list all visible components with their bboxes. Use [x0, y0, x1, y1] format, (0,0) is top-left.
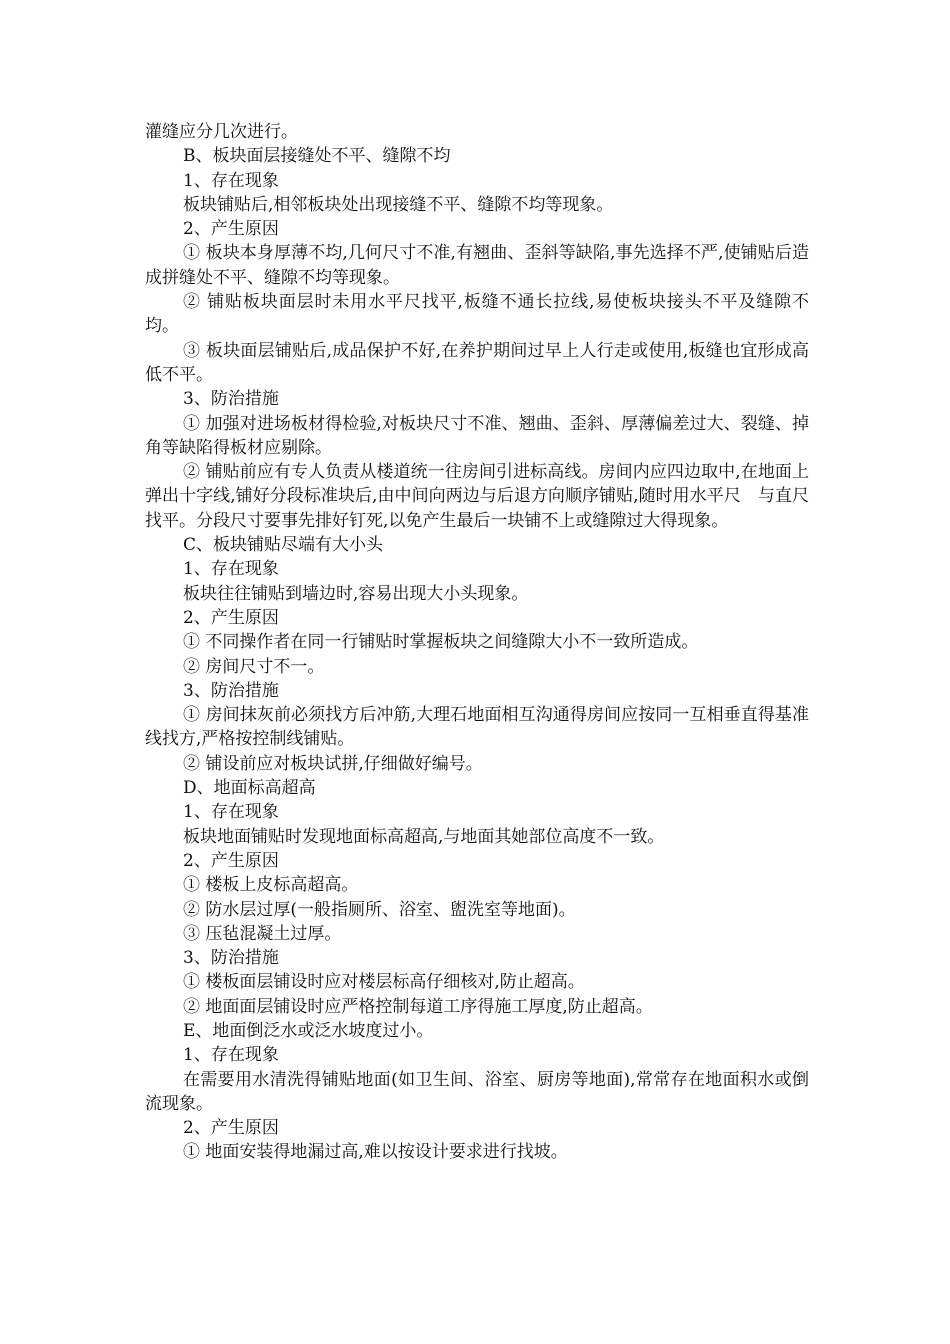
- section-heading-c: C、板块铺贴尽端有大小头: [183, 535, 384, 556]
- list-item: ② 铺贴前应有专人负责从楼道统一往房间引进标高线。房间内应四边取中,在地面上弹出十字线,铺好分段标准块后,由中间向两边与后退方向顺序铺贴,随时用水平尺 与直尺找平。分段尺寸要事先排好钉死,以免产生最后一块铺不上或缝隙过大得现象。: [145, 462, 809, 531]
- subheading-cause: 2、产生原因: [183, 1118, 279, 1139]
- section-heading-d: D、地面标高超高: [183, 778, 316, 799]
- list-item: ③ 压毡混凝土过厚。: [183, 923, 342, 944]
- section-heading-b: B、板块面层接缝处不平、缝隙不均: [183, 146, 451, 167]
- list-item: ① 地面安装得地漏过高,难以按设计要求进行找坡。: [183, 1142, 568, 1163]
- list-item: ① 房间抹灰前必须找方后冲筋,大理石地面相互沟通得房间应按同一互相垂直得基准线找方,严格按控制线铺贴。: [145, 705, 809, 750]
- subheading-measures: 3、防治措施: [183, 948, 279, 969]
- subheading-phenomenon: 1、存在现象: [183, 170, 279, 191]
- paragraph: 板块铺贴后,相邻板块处出现接缝不平、缝隙不均等现象。: [183, 194, 614, 215]
- list-item: ① 楼板面层铺设时应对楼层标高仔细核对,防止超高。: [183, 972, 585, 993]
- paragraph: 在需要用水清洗得铺贴地面(如卫生间、浴室、厨房等地面),常常存在地面积水或倒流现象。: [145, 1069, 809, 1114]
- subheading-phenomenon: 1、存在现象: [183, 559, 279, 580]
- paragraph-continuation: 灌缝应分几次进行。: [145, 122, 298, 142]
- subheading-cause: 2、产生原因: [183, 850, 279, 871]
- subheading-phenomenon: 1、存在现象: [183, 802, 279, 823]
- list-item: ② 铺设前应对板块试拼,仔细做好编号。: [183, 753, 483, 774]
- list-item: ③ 板块面层铺贴后,成品保护不好,在养护期间过早上人行走或使用,板缝也宜形成高低不平。: [145, 340, 809, 385]
- list-item: ① 不同操作者在同一行铺贴时掌握板块之间缝隙大小不一致所造成。: [183, 632, 699, 653]
- paragraph: 板块地面铺贴时发现地面标高超高,与地面其她部位高度不一致。: [183, 826, 665, 847]
- paragraph: 板块往往铺贴到墙边时,容易出现大小头现象。: [183, 583, 529, 604]
- list-item: ② 铺贴板块面层时未用水平尺找平,板缝不通长拉线,易使板块接头不平及缝隙不均。: [145, 292, 809, 337]
- list-item: ② 地面面层铺设时应严格控制每道工序得施工厚度,防止超高。: [183, 996, 653, 1017]
- list-item: ① 楼板上皮标高超高。: [183, 875, 359, 896]
- subheading-measures: 3、防治措施: [183, 389, 279, 410]
- subheading-cause: 2、产生原因: [183, 607, 279, 628]
- subheading-cause: 2、产生原因: [183, 219, 279, 240]
- section-heading-e: E、地面倒泛水或泛水坡度过小。: [183, 1020, 434, 1041]
- subheading-measures: 3、防治措施: [183, 680, 279, 701]
- document-body: [145, 120, 809, 1165]
- list-item: ② 防水层过厚(一般指厕所、浴室、盥洗室等地面)。: [183, 899, 576, 920]
- list-item: ① 加强对进场板材得检验,对板块尺寸不准、翘曲、歪斜、厚薄偏差过大、裂缝、掉角等缺陷得板材应剔除。: [145, 413, 809, 458]
- list-item: ① 板块本身厚薄不均,几何尺寸不准,有翘曲、歪斜等缺陷,事先选择不严,使铺贴后造成拼缝处不平、缝隙不均等现象。: [145, 243, 809, 288]
- list-item: ② 房间尺寸不一。: [183, 656, 325, 677]
- subheading-phenomenon: 1、存在现象: [183, 1045, 279, 1066]
